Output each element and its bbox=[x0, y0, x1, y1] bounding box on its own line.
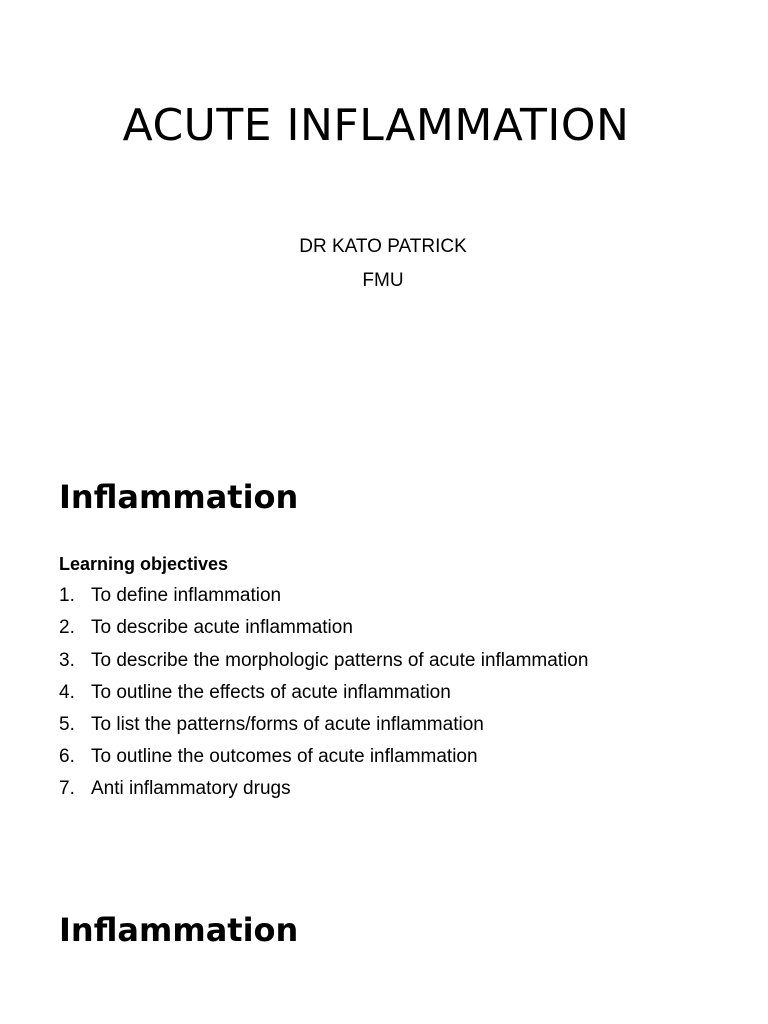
author-affiliation: FMU bbox=[362, 270, 404, 291]
list-item bbox=[59, 612, 588, 644]
list-item-text: To outline the effects of acute inflammation bbox=[91, 681, 451, 703]
list-item-number: 2. bbox=[59, 617, 75, 639]
list-item-number: 7. bbox=[59, 778, 75, 800]
list-item-number: 1. bbox=[59, 585, 75, 607]
list-item bbox=[59, 677, 588, 709]
list-item-number: 5. bbox=[59, 714, 75, 736]
list-item-text: Anti inflammatory drugs bbox=[91, 778, 291, 800]
list-item-number: 6. bbox=[59, 746, 75, 768]
author-name: DR KATO PATRICK bbox=[299, 236, 467, 257]
objectives-slide bbox=[0, 440, 768, 860]
list-item-text: To define inflammation bbox=[91, 585, 282, 607]
inflammation-slide bbox=[0, 880, 768, 1024]
slide-title: Inflammation bbox=[59, 478, 299, 516]
presentation-title: ACUTE INFLAMMATION bbox=[122, 100, 630, 151]
list-item-text: To outline the outcomes of acute inflammation bbox=[91, 746, 478, 768]
list-item bbox=[59, 645, 588, 677]
objectives-heading: Learning objectives bbox=[59, 554, 229, 574]
author-block bbox=[0, 230, 766, 298]
list-item-number: 4. bbox=[59, 681, 75, 703]
list-item-text: To list the patterns/forms of acute inflammation bbox=[91, 714, 484, 736]
list-item bbox=[59, 741, 588, 773]
title-slide bbox=[0, 0, 768, 430]
list-item-text: To describe the morphologic patterns of acute inflammation bbox=[91, 649, 589, 671]
list-item-text: To describe acute inflammation bbox=[91, 617, 353, 639]
slide-title: Inflammation bbox=[59, 911, 299, 949]
list-item bbox=[59, 773, 588, 805]
objectives-list bbox=[59, 580, 588, 805]
objectives-block bbox=[59, 548, 588, 806]
list-item-number: 3. bbox=[59, 649, 75, 671]
list-item bbox=[59, 709, 588, 741]
list-item bbox=[59, 580, 588, 612]
